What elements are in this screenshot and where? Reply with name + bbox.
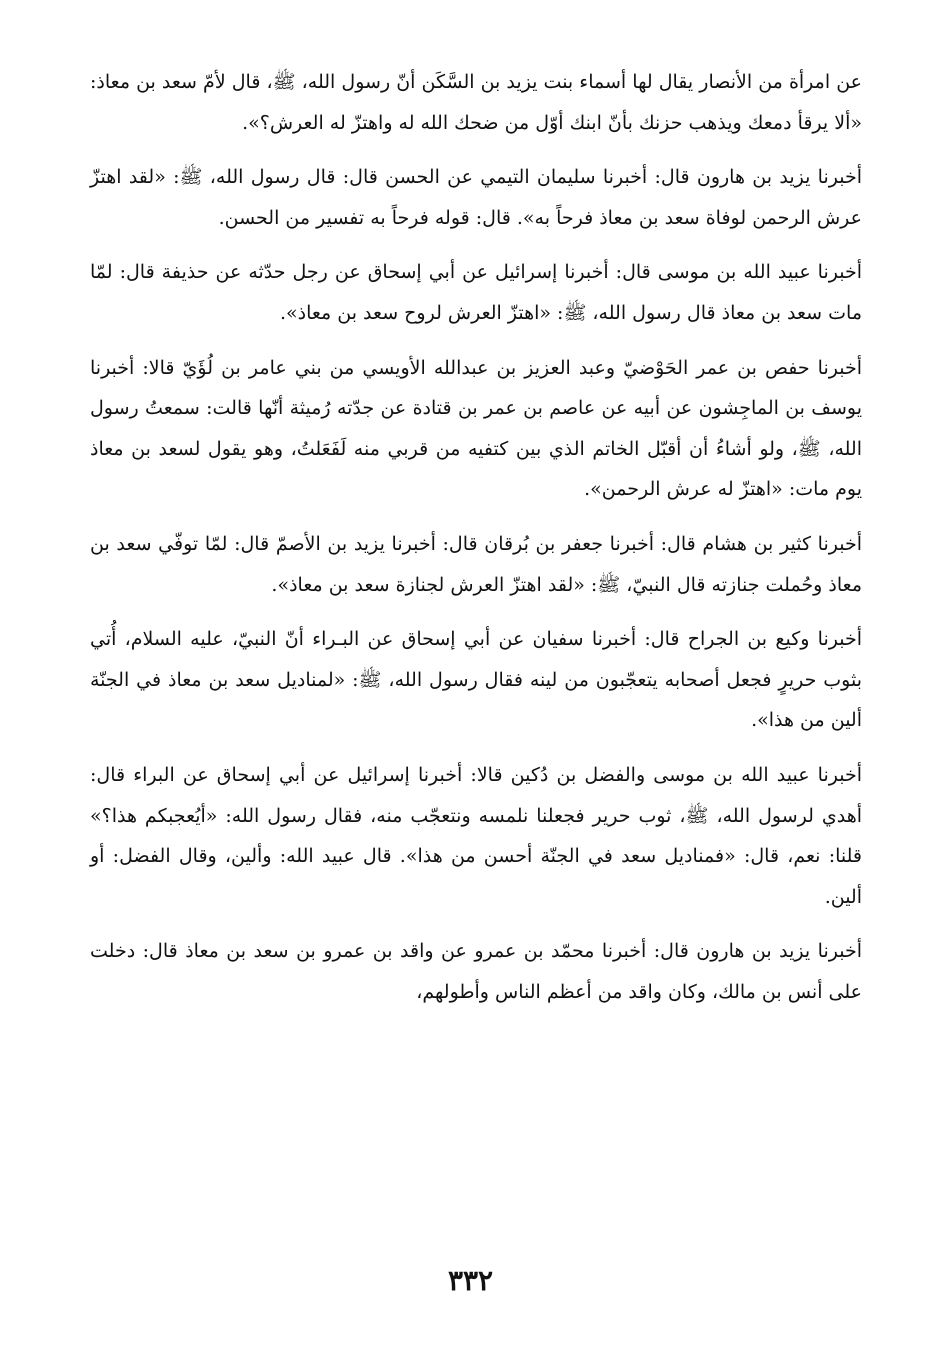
paragraph-8: أخبرنا يزيد بن هارون قال: أخبرنا محمّد بن عمرو عن واقد بن عمرو بن سعد بن معاذ قال: دخلت على أنس بن مالك، وكان واقد من أعظم الناس وأطولهم، xyxy=(90,940,862,1003)
paragraph-1: عن امرأة من الأنصار يقال لها أسماء بنت يزيد بن السَّكَن أنّ رسول الله، ﷺ، قال لأمّ سعد بن معاذ: «ألا يرقأ دمعك ويذهب حزنك بأنّ ابنك أوّل من ضحك الله له واهتزّ له العرش؟». xyxy=(90,71,862,134)
paragraph-6: أخبرنا وكيع بن الجراح قال: أخبرنا سفيان عن أبي إسحاق عن البـراء أنّ النبيّ، عليه السلام، أُتي بثوب حريرٍ فجعل أصحابه يتعجّبون من لينه فقال رسول الله، ﷺ: «لمناديل سعد بن معاذ في الجنّة ألين من هذا». xyxy=(90,628,862,732)
paragraph-2: أخبرنا يزيد بن هارون قال: أخبرنا سليمان التيمي عن الحسن قال: قال رسول الله، ﷺ: «لقد اهتزّ عرش الرحمن لوفاة سعد بن معاذ فرحاً به». قال: قوله فرحاً به تفسير من الحسن. xyxy=(90,166,862,229)
paragraph-5: أخبرنا كثير بن هشام قال: أخبرنا جعفر بن بُرقان قال: أخبرنا يزيد بن الأصمّ قال: لمّا توفّي سعد بن معاذ وحُملت جنازته قال النبيّ، ﷺ: «لقد اهتزّ العرش لجنازة سعد بن معاذ». xyxy=(90,532,862,596)
page-body xyxy=(90,62,862,1026)
page-number: ٣٣٢ xyxy=(447,1264,494,1297)
paragraph-3: أخبرنا عبيد الله بن موسى قال: أخبرنا إسرائيل عن أبي إسحاق عن رجل حدّثه عن حذيفة قال: لمّا مات سعد بن معاذ قال رسول الله، ﷺ: «اهتزّ العرش لروح سعد بن معاذ». xyxy=(90,261,862,324)
paragraph-7: أخبرنا عبيد الله بن موسى والفضل بن دُكين قالا: أخبرنا إسرائيل عن أبي إسحاق عن البراء قال: أهدي لرسول الله، ﷺ، ثوب حرير فجعلنا نلمسه ونتعجّب منه، فقال رسول الله: «أيُعجبكم هذا؟» قلنا: نعم، قال: «فمناديل سعد في الجنّة أحسن من هذا». قال عبيد الله: وألين، وقال الفضل: أو ألين. xyxy=(90,763,862,908)
paragraph-4: أخبرنا حفص بن عمر الحَوْضيّ وعبد العزيز بن عبدالله الأويسي من بني عامر بن لُؤَيّ قالا: أخبرنا يوسف بن الماجِشون عن أبيه عن عاصم بن عمر بن قتادة عن جدّته رُميثة أنّها قالت: سمعتُ رسول الله، ﷺ، ولو أشاءُ أن أقبّل الخاتم الذي بين كتفيه من قربي منه لَفَعَلتُ، وهو يقول لسعد بن معاذ يوم مات: «اهتزّ له عرش الرحمن». xyxy=(90,356,862,501)
